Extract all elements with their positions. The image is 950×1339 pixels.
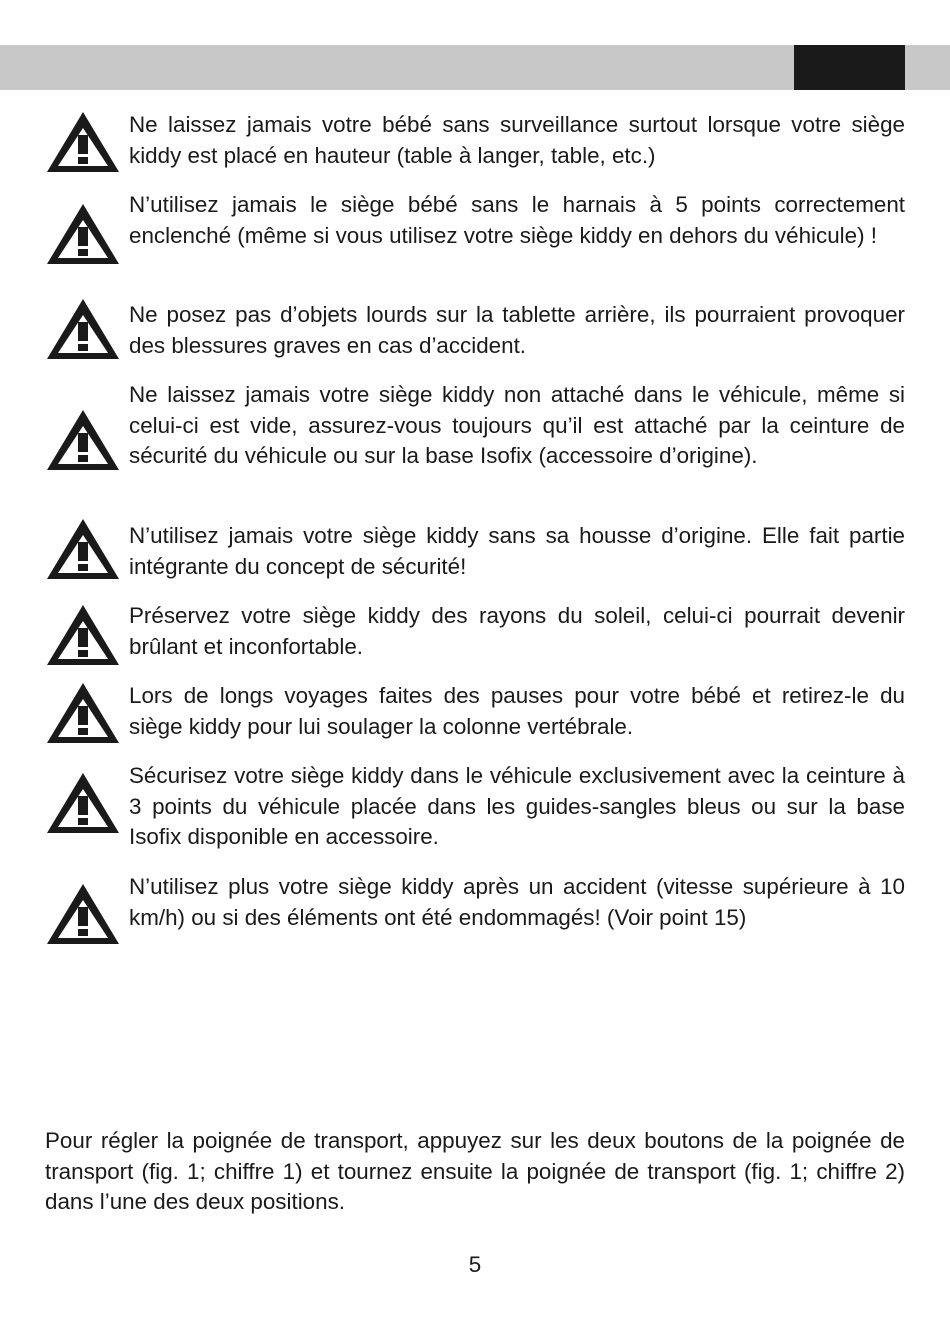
warning-text: Ne posez pas d’objets lourds sur la tablette arrière, ils pourraient provoquer des blessures graves en cas d’accident. <box>129 302 905 358</box>
warning-triangle-icon <box>45 681 121 745</box>
warning-text: N’utilisez jamais votre siège kiddy sans sa housse d’origine. Elle fait partie intégrante du concept de sécurité! <box>129 523 905 579</box>
warning-text: N’utilisez jamais le siège bébé sans le harnais à 5 points correctement enclenché (même si vous utilisez votre siège kiddy en dehors du véhicule) ! <box>129 192 905 248</box>
warning-text: Lors de longs voyages faites des pauses pour votre bébé et retirez-le du siège kiddy pour lui soulager la colonne vertébrale. <box>129 683 905 739</box>
warning-triangle-icon <box>45 882 121 946</box>
page-number: 5 <box>468 1252 482 1277</box>
header-section-tab <box>794 45 905 90</box>
warning-triangle-icon <box>45 110 121 174</box>
handle-adjustment-paragraph: Pour régler la poignée de transport, appuyez sur les deux boutons de la poignée de transport (fig. 1; chiffre 1) et tournez ensuite la poignée de transport (fig. 1; chiffre 2) dans l’une des deux positions. <box>45 1128 905 1215</box>
warning-triangle-icon <box>45 771 121 835</box>
warning-triangle-icon <box>45 603 121 667</box>
warning-triangle-icon <box>45 408 121 472</box>
warning-triangle-icon <box>45 202 121 266</box>
warning-text: Ne laissez jamais votre bébé sans surveillance surtout lorsque votre siège kiddy est placé en hauteur (table à langer, table, etc.) <box>129 112 905 168</box>
warning-triangle-icon <box>45 297 121 361</box>
warning-text: Sécurisez votre siège kiddy dans le véhicule exclusivement avec la ceinture à 3 points du véhicule placée dans les guides-sangles bleus ou sur la base Isofix disponible en accessoire. <box>129 763 905 850</box>
warning-triangle-icon <box>45 517 121 581</box>
warning-text: Ne laissez jamais votre siège kiddy non attaché dans le véhicule, même si celui-ci est vide, assurez-vous toujours qu’il est attaché par la ceinture de sécurité du véhicule ou sur la base Isofix (accessoire d’origine). <box>129 382 905 469</box>
warning-text: Préservez votre siège kiddy des rayons du soleil, celui-ci pourrait devenir brûlant et inconfortable. <box>129 603 905 659</box>
warning-text: N’utilisez plus votre siège kiddy après un accident (vitesse supérieure à 10 km/h) ou si des éléments ont été endommagés! (Voir point 15) <box>129 874 905 930</box>
